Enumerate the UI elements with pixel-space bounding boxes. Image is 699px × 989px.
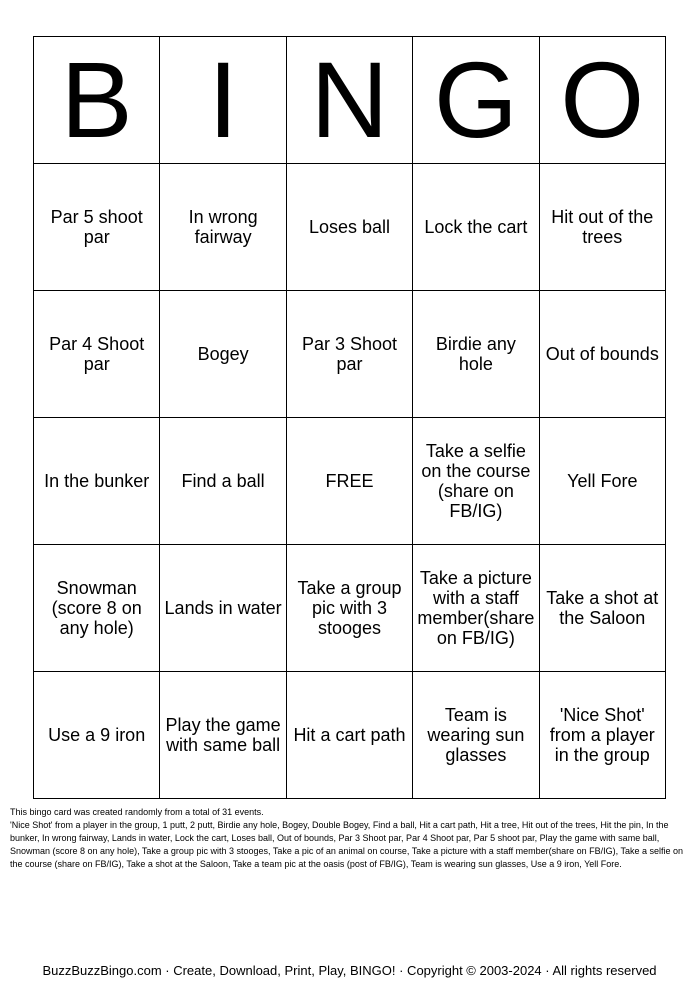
bingo-cell: Yell Fore [539,418,665,545]
bingo-cell: Take a picture with a staff member(share on FB/IG) [413,545,539,672]
bingo-cell: Loses ball [286,164,412,291]
footer-copyright: BuzzBuzzBingo.com · Create, Download, Print, Play, BINGO! · Copyright © 2003-2024 · All rights reserved [42,963,657,978]
bingo-cell: Team is wearing sun glasses [413,672,539,799]
bingo-cell: Par 5 shoot par [34,164,160,291]
bingo-cell: Take a shot at the Saloon [539,545,665,672]
bingo-row-1 [34,164,666,291]
bingo-cell: Use a 9 iron [34,672,160,799]
bingo-cell: Out of bounds [539,291,665,418]
card-summary: This bingo card was created randomly from a total of 31 events. [10,807,264,817]
bingo-cell: Play the game with same ball [160,672,286,799]
bingo-cell: Hit out of the trees [539,164,665,291]
bingo-row-5 [34,672,666,799]
bingo-cell: Snowman (score 8 on any hole) [34,545,160,672]
bingo-cell: In the bunker [34,418,160,545]
header-letter-b: B [34,37,160,164]
bingo-cell: Par 4 Shoot par [34,291,160,418]
bingo-cell: 'Nice Shot' from a player in the group [539,672,665,799]
bingo-card [33,36,666,799]
bingo-cell: In wrong fairway [160,164,286,291]
card-info [10,806,690,871]
bingo-cell: Birdie any hole [413,291,539,418]
events-list: 'Nice Shot' from a player in the group, 1 putt, 2 putt, Birdie any hole, Bogey, Double Bogey, Find a ball, Hit a cart path, Hit a tree, Hit out of the trees, Hit the pin, In the bunker, In wrong fairway, Lands in water, Lock the cart, Loses ball, Out of bounds, Par 3 Shoot par, Par 4 Shoot par, Par 5 shoot par, Play the game with same ball, Snowman (score 8 on any hole), Take a group pic with 3 stooges, Take a pic of an animal on course, Take a picture with a staff member(share on FB/IG), Take a selfie on the course (share on FB/IG), Take a shot at the Saloon, Take a team pic at the oasis (post of FB/IG), Team is wearing sun glasses, Use a 9 iron, Yell Fore. [10,820,684,869]
bingo-cell: Bogey [160,291,286,418]
bingo-cell: Take a group pic with 3 stooges [286,545,412,672]
bingo-cell: Lands in water [160,545,286,672]
bingo-cell: Take a selfie on the course (share on FB/IG) [413,418,539,545]
bingo-row-4 [34,545,666,672]
bingo-header-row [34,37,666,164]
bingo-cell: Find a ball [160,418,286,545]
free-space-cell: FREE [286,418,412,545]
header-letter-g: G [413,37,539,164]
bingo-cell: Lock the cart [413,164,539,291]
bingo-cell: Hit a cart path [286,672,412,799]
header-letter-o: O [539,37,665,164]
bingo-row-2 [34,291,666,418]
bingo-row-3 [34,418,666,545]
header-letter-i: I [160,37,286,164]
bingo-cell: Par 3 Shoot par [286,291,412,418]
header-letter-n: N [286,37,412,164]
